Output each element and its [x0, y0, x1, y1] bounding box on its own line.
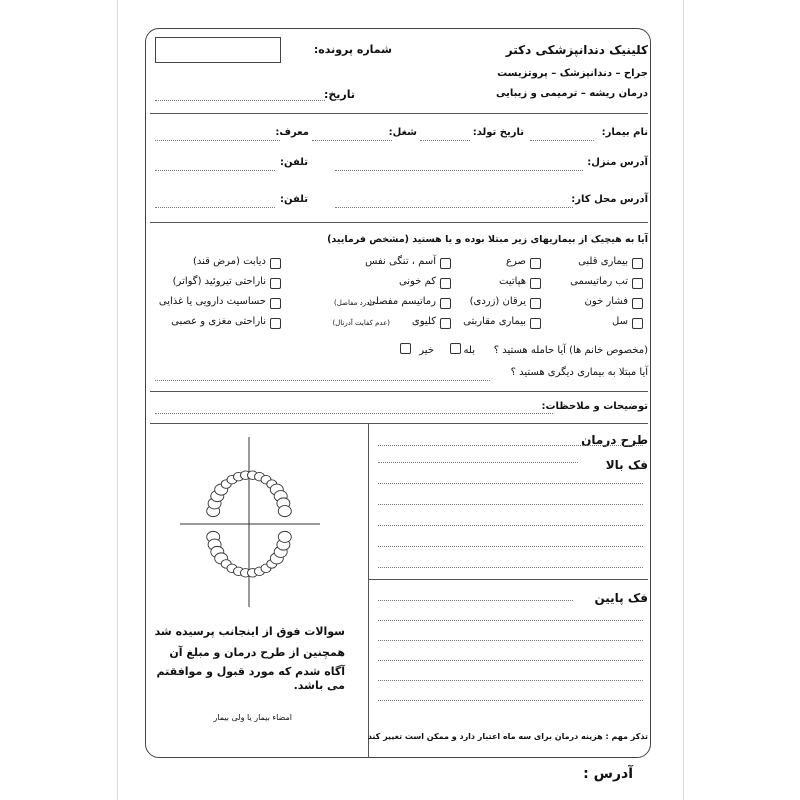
job-field[interactable] [312, 140, 392, 141]
work-phone-label: تلفن: [279, 194, 308, 205]
writing-line [378, 462, 578, 463]
divider [150, 113, 648, 114]
condition-label: کلیوی [411, 316, 436, 327]
condition-label: کم خونی [398, 276, 436, 287]
condition-label: رماتیسم مفصلی [367, 296, 436, 307]
condition-label: حساسیت دارویی یا غذایی [158, 296, 266, 307]
condition-label: دیابت (مرض قند) [192, 256, 266, 267]
condition-note: (عدم کفایت آدرنال) [332, 319, 390, 327]
checkbox-rheumatic-fever[interactable] [632, 278, 643, 289]
checkbox-hepatitis[interactable] [530, 278, 541, 289]
address-label: آدرس : [583, 766, 633, 782]
date-field[interactable] [155, 100, 325, 101]
other-disease-field[interactable] [155, 380, 490, 381]
date-label: تاریخ: [323, 88, 355, 101]
writing-line [378, 680, 643, 681]
checkbox-diabetes[interactable] [270, 258, 281, 269]
birth-date-label: تاریخ تولد: [472, 127, 524, 138]
condition-label: یرقان (زردی) [469, 296, 526, 307]
notes-label: توضیحات و ملاحظات: [541, 401, 648, 412]
checkbox-heart-disease[interactable] [632, 258, 643, 269]
checkbox-kidney[interactable] [440, 318, 451, 329]
file-number-box[interactable] [155, 37, 281, 63]
work-phone-field[interactable] [155, 207, 275, 208]
condition-label: فشار خون [584, 296, 628, 307]
tooth [278, 506, 291, 517]
pregnancy-question: (مخصوص خانم ها) آیا حامله هستید ؟ [493, 345, 648, 356]
clinic-title: کلینیک دندانپزشکی دکتر [505, 43, 648, 57]
condition-label: بیماری قلبی [578, 256, 628, 267]
section-divider [368, 579, 648, 580]
home-address-field[interactable] [335, 170, 583, 171]
important-note: تذکر مهم : هزینه درمان برای سه ماه اعتبار دارد و ممکن است تغییر کند [367, 732, 648, 741]
clinic-specialty-2: درمان ریشه – ترمیمی و زیبایی [495, 88, 648, 99]
divider [150, 423, 648, 424]
upper-jaw-text-lines[interactable] [378, 445, 643, 575]
yes-label: بله [463, 345, 475, 356]
birth-date-field[interactable] [420, 140, 470, 141]
writing-line [378, 700, 643, 701]
checkbox-thyroid[interactable] [270, 278, 281, 289]
job-label: شغل: [388, 127, 417, 138]
work-address-label: آدرس محل کار: [571, 194, 648, 205]
checkbox-epilepsy[interactable] [530, 258, 541, 269]
tooth [278, 531, 291, 542]
work-address-field[interactable] [335, 207, 573, 208]
notes-field[interactable] [155, 413, 553, 414]
treatment-plan-title: طرح درمان [581, 433, 648, 447]
writing-line [378, 546, 643, 547]
checkbox-jaundice[interactable] [530, 298, 541, 309]
writing-line [378, 567, 643, 568]
writing-line [378, 600, 573, 601]
checkbox-asthma[interactable] [440, 258, 451, 269]
writing-line [378, 504, 643, 505]
condition-note: (درد مفاصل) [334, 299, 372, 307]
condition-label: بیماری مقاربتی [463, 316, 526, 327]
file-number-label: شماره پرونده: [313, 43, 392, 56]
checkbox-std[interactable] [530, 318, 541, 329]
condition-label: آسم ، تنگی نفس [365, 256, 436, 267]
patient-name-field[interactable] [530, 140, 594, 141]
lower-jaw-title: فک پایین [594, 591, 648, 605]
condition-label: ناراحتی مغزی و عصبی [171, 316, 266, 327]
writing-line [378, 640, 643, 641]
checkbox-tuberculosis[interactable] [632, 318, 643, 329]
home-phone-label: تلفن: [279, 157, 308, 168]
checkbox-pregnant-no[interactable] [400, 343, 411, 354]
writing-line [378, 660, 643, 661]
writing-line [378, 525, 643, 526]
checkbox-anemia[interactable] [440, 278, 451, 289]
checkbox-neurological[interactable] [270, 318, 281, 329]
condition-label: تب رماتیسمی [570, 276, 628, 287]
condition-label: ناراحتی تیروئید (گواتر) [172, 276, 266, 287]
divider [150, 391, 648, 392]
checkbox-pregnant-yes[interactable] [450, 343, 461, 354]
condition-label: صرع [506, 256, 526, 267]
condition-label: سل [612, 316, 628, 327]
consent-line-4: می باشد. [293, 679, 345, 692]
referrer-label: معرف: [275, 127, 309, 138]
upper-jaw-title: فک بالا [605, 458, 648, 472]
clinic-specialty-1: جراح – دندانپزشک – پروتزیست [497, 68, 648, 79]
medical-question: آیا به هیچیک از بیماریهای زیر مبتلا بوده و یا هستید (مشخص فرمایید) [327, 234, 648, 245]
condition-label: هپاتیت [499, 276, 526, 287]
home-address-label: آدرس منزل: [587, 157, 648, 168]
home-phone-field[interactable] [155, 170, 275, 171]
divider [150, 222, 648, 223]
referrer-field[interactable] [155, 140, 280, 141]
patient-name-label: نام بیمار: [601, 127, 648, 138]
writing-line [378, 483, 643, 484]
lower-jaw-text-lines[interactable] [378, 600, 643, 715]
no-label: خیر [419, 345, 434, 356]
writing-line [378, 620, 643, 621]
dental-chart [180, 437, 320, 607]
consent-line-2: همچنین از طرح درمان و مبلغ آن [169, 646, 345, 659]
consent-line-3: آگاه شدم که مورد قبول و موافقتم [156, 665, 345, 678]
checkbox-blood-pressure[interactable] [632, 298, 643, 309]
consent-line-1: سوالات فوق از اینجانب پرسیده شد [154, 625, 345, 638]
signature-label: امضاء بیمار یا ولی بیمار [213, 713, 292, 722]
checkbox-allergy[interactable] [270, 298, 281, 309]
checkbox-rheumatism[interactable] [440, 298, 451, 309]
other-disease-question: آیا مبتلا به بیماری دیگری هستید ؟ [510, 367, 648, 378]
section-divider [368, 423, 369, 758]
writing-line [378, 445, 643, 446]
